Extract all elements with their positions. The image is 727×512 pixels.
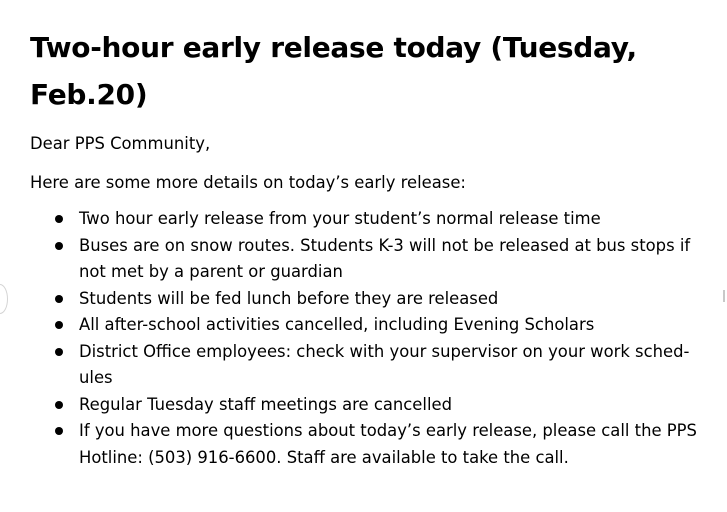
- list-item-text: Two hour early release from your student’s normal release time: [79, 209, 601, 228]
- list-item-text: Students will be fed lunch before they are released: [79, 288, 499, 308]
- list-item-text: District Office employees: check with your supervisor on your work sched-ules: [79, 341, 690, 387]
- list-item: [0, 233, 710, 286]
- list-item: [0, 206, 710, 233]
- list-item: [0, 312, 710, 339]
- list-item: [0, 286, 710, 313]
- page-title: Two-hour early release today (Tuesday, Feb.20): [30, 31, 637, 111]
- list-item: [0, 418, 710, 471]
- list-item: [0, 392, 710, 419]
- bullet-icon: [55, 242, 63, 250]
- details-list: [0, 206, 710, 471]
- intro-text: Here are some more details on today’s early release:: [30, 173, 466, 192]
- list-item-text: Buses are on snow routes. Students K-3 will not be released at bus stops if not met by a parent or guardian: [79, 235, 691, 281]
- list-item: [0, 339, 710, 392]
- list-item-text: If you have more questions about today’s early release, please call the PPS Hotline: (503) 916-6600. Staff are available to take the call.: [79, 421, 697, 467]
- list-item-text: All after-school activities cancelled, including Evening Scholars: [79, 315, 595, 334]
- list-item-text: Regular Tuesday staff meetings are cancelled: [79, 394, 452, 414]
- edge-scroll-marker-right: [723, 290, 725, 302]
- bullet-icon: [55, 321, 63, 329]
- bullet-icon: [55, 427, 63, 435]
- bullet-icon: [55, 295, 63, 303]
- bullet-icon: [55, 348, 63, 356]
- greeting-text: Dear PPS Community,: [30, 134, 211, 153]
- bullet-icon: [55, 215, 63, 223]
- bullet-icon: [55, 401, 63, 409]
